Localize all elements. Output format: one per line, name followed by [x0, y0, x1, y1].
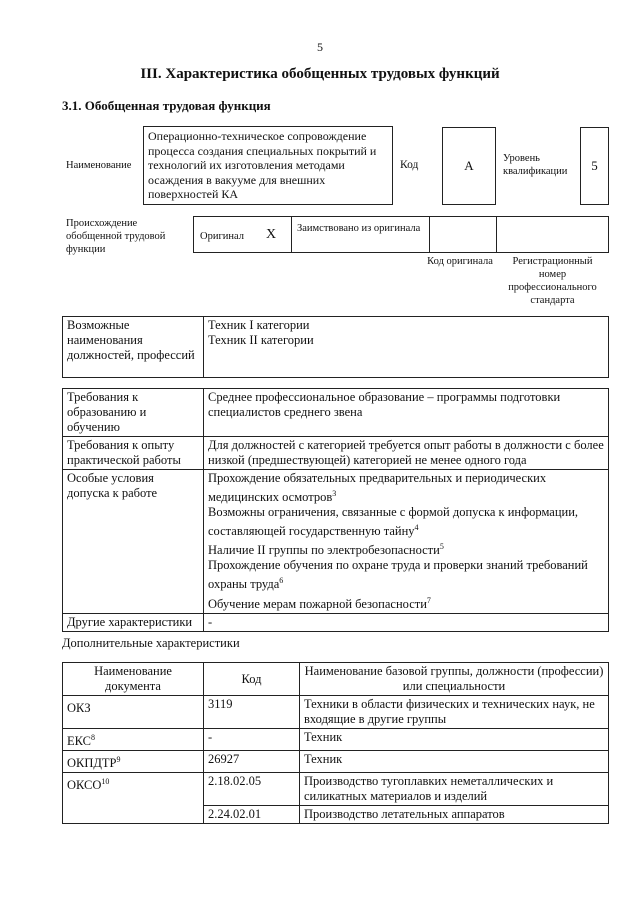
condition-line: Прохождение обязательных предварительных и периодических медицинских осмотров$^3$ [208, 471, 547, 505]
level-value: 5 [580, 127, 609, 205]
requirement-label: Требования к опыту практической работы [63, 437, 204, 470]
requirement-value: Для должностей с категорией требуется опыт работы в должности с более низкой (предшествующей) категорией не менее одного года [204, 437, 609, 470]
borrowed-label: Заимствовано из оригинала [297, 223, 421, 234]
doc-cell: ОКПДТР$^9$ [63, 751, 204, 773]
origin-label: Происхождение обобщенной трудовой функции [66, 218, 166, 255]
doc-cell: ЕКС$^8$ [63, 729, 204, 751]
header-doc: Наименование документа [63, 663, 204, 696]
origin-divider-2 [429, 217, 430, 252]
section-title: III. Характеристика обобщенных трудовых функций [140, 66, 500, 82]
name-cell: Техник [300, 729, 609, 751]
name-label: Наименование [66, 160, 132, 171]
requirement-value: - [204, 613, 609, 631]
name-cell: Техники в области физических и технических наук, не входящие в другие группы [300, 696, 609, 729]
header-name: Наименование базовой группы, должности (профессии) или специальности [300, 663, 609, 696]
page-number: 5 [317, 40, 323, 54]
code-cell: 2.18.02.05 [204, 773, 300, 806]
doc-cell: ОКСО$^{10}$ [63, 773, 204, 824]
requirement-label: Требования к образованию и обучению [63, 389, 204, 437]
origin-divider-1 [291, 217, 292, 252]
function-name: Операционно-техническое сопровождение процесса создания специальных покрытий и технологий их изготовления методами осаждения в вакууме для внешних поверхностей КА [148, 129, 377, 201]
reg-number-caption: Регистрационный номер профессионального стандарта [508, 256, 597, 306]
code-cell: - [204, 729, 300, 751]
name-cell: Техник [300, 751, 609, 773]
original-mark: X [266, 227, 277, 242]
level-label: Уровень квалификации [503, 153, 568, 177]
origin-box [193, 216, 609, 253]
name-cell: Производство тугоплавких неметаллических и силикатных материалов и изделий [300, 773, 609, 806]
positions-table [62, 316, 609, 378]
requirement-label: Другие характеристики [63, 613, 204, 631]
code-label: Код [400, 159, 419, 171]
position-item: Техник I категории [208, 318, 310, 332]
requirement-value: Среднее профессиональное образование – программы подготовки специалистов среднего звена [204, 389, 609, 437]
code-cell: 3119 [204, 696, 300, 729]
requirement-label: Особые условия допуска к работе [63, 470, 204, 614]
subsection-title: 3.1. Обобщенная трудовая функция [62, 98, 271, 113]
doc-cell: ОКЗ [63, 696, 204, 729]
additional-table [62, 662, 609, 824]
condition-line: Обучение мерам пожарной безопасности$^7$ [208, 595, 431, 611]
name-cell: Производство летательных аппаратов [300, 806, 609, 824]
original-label: Оригинал [200, 231, 244, 242]
function-name-box [143, 126, 393, 205]
code-cell: 2.24.02.01 [204, 806, 300, 824]
requirements-table [62, 388, 609, 632]
requirement-value-list [204, 470, 609, 614]
condition-line: Наличие II группы по электробезопасности$^5$ [208, 542, 444, 558]
position-item: Техник II категории [208, 333, 314, 347]
code-value: А [442, 127, 496, 205]
positions-values [204, 317, 609, 378]
header-code: Код [204, 663, 300, 696]
positions-label: Возможные наименования должностей, профессий [63, 317, 204, 378]
origin-divider-3 [496, 217, 497, 252]
condition-line: Возможны ограничения, связанные с формой допуска к информации, составляющей государственную тайну$^4$ [208, 505, 579, 539]
code-cell: 26927 [204, 751, 300, 773]
code-original-caption: Код оригинала [427, 256, 493, 267]
additional-title: Дополнительные характеристики [62, 636, 240, 650]
condition-line: Прохождение обучения по охране труда и проверки знаний требований охраны труда$^6$ [208, 558, 588, 592]
